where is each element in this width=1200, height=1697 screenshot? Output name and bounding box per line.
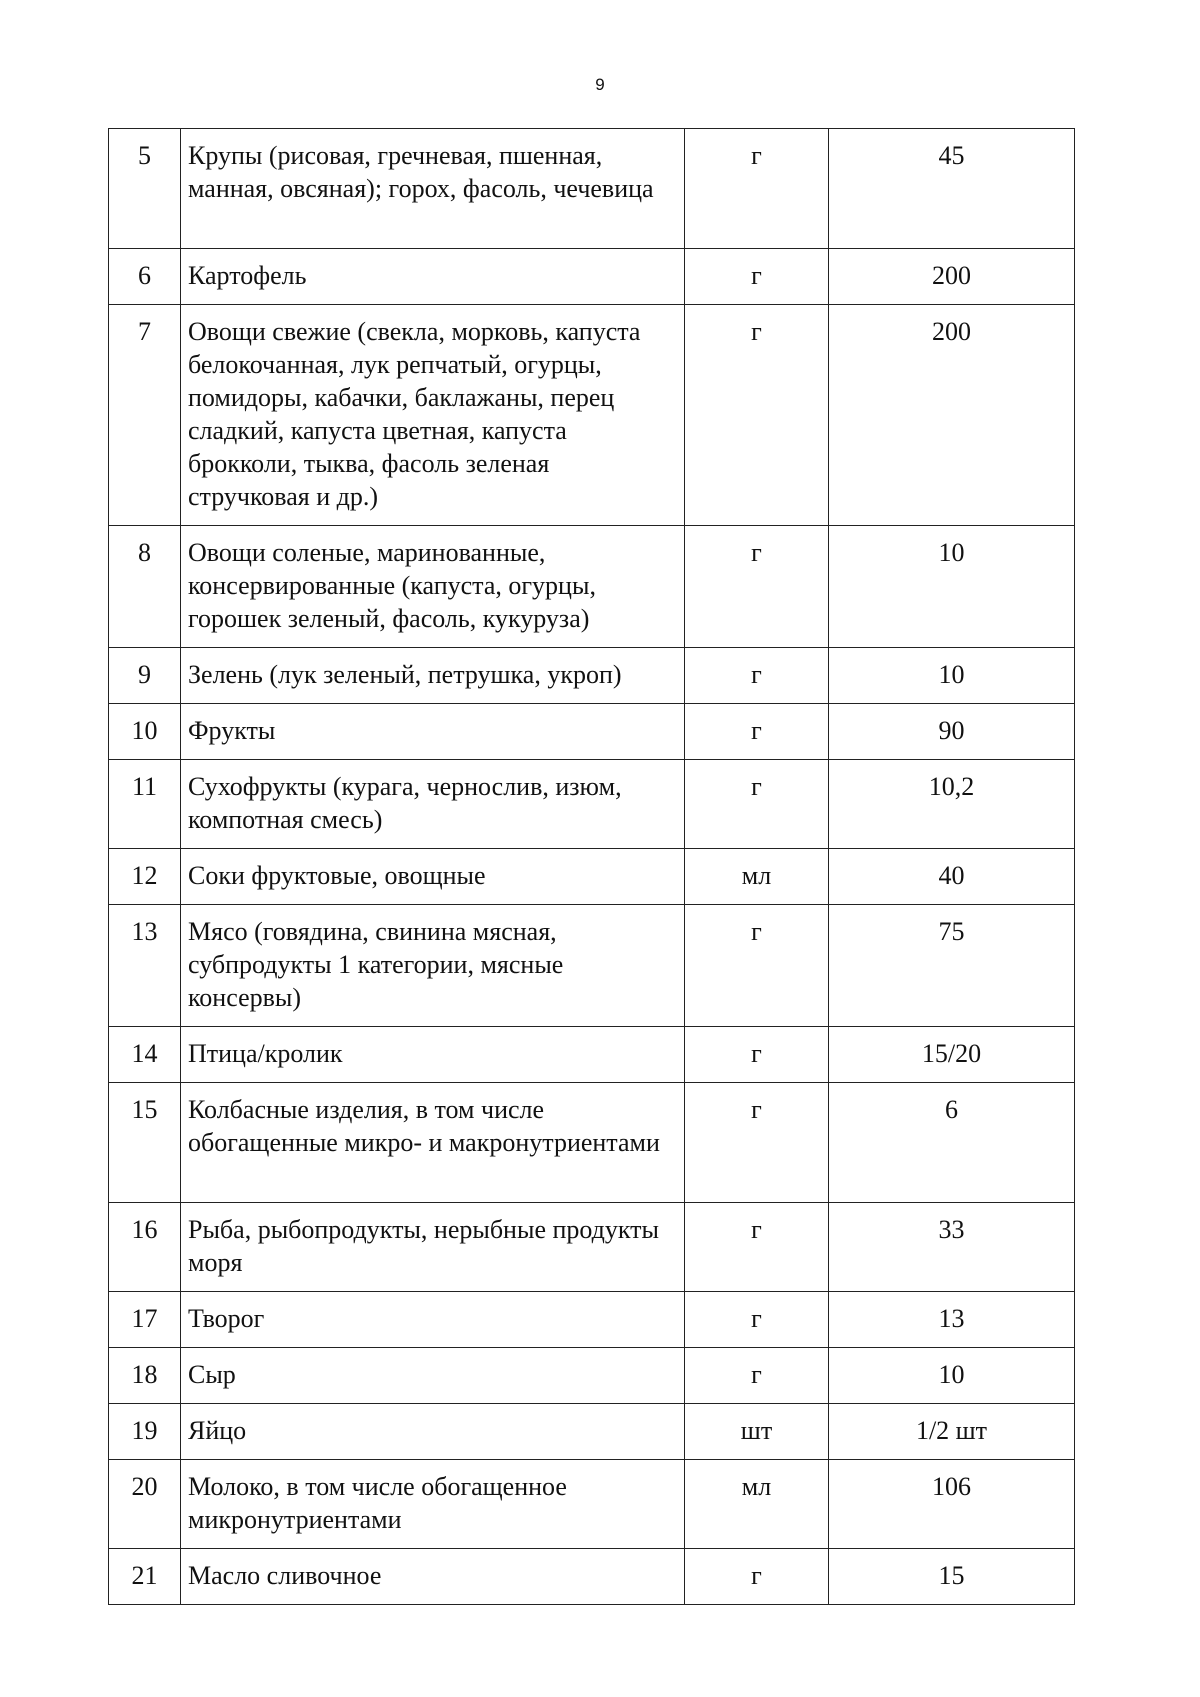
- product-name: Крупы (рисовая, гречневая, пшенная, манная, овсяная); горох, фасоль, чечевица: [181, 129, 685, 249]
- unit-of-measure: г: [685, 526, 829, 648]
- product-name: Зелень (лук зеленый, петрушка, укроп): [181, 648, 685, 704]
- quantity-value: 106: [829, 1460, 1075, 1549]
- unit-of-measure: г: [685, 1549, 829, 1605]
- row-number: 16: [109, 1203, 181, 1292]
- quantity-value: 10: [829, 648, 1075, 704]
- table-row: [109, 760, 1075, 849]
- quantity-value: 40: [829, 849, 1075, 905]
- unit-of-measure: г: [685, 1203, 829, 1292]
- unit-of-measure: г: [685, 1292, 829, 1348]
- row-number: 15: [109, 1083, 181, 1203]
- table-row: [109, 526, 1075, 648]
- quantity-value: 6: [829, 1083, 1075, 1203]
- table-row: [109, 1549, 1075, 1605]
- page-number: 9: [595, 75, 605, 94]
- table-row: [109, 648, 1075, 704]
- unit-of-measure: г: [685, 905, 829, 1027]
- product-name: Творог: [181, 1292, 685, 1348]
- table-row: [109, 1027, 1075, 1083]
- unit-of-measure: г: [685, 129, 829, 249]
- quantity-value: 13: [829, 1292, 1075, 1348]
- unit-of-measure: г: [685, 760, 829, 849]
- row-number: 10: [109, 704, 181, 760]
- quantity-value: 10,2: [829, 760, 1075, 849]
- table-row: [109, 1460, 1075, 1549]
- quantity-value: 10: [829, 1348, 1075, 1404]
- row-number: 13: [109, 905, 181, 1027]
- product-name: Яйцо: [181, 1404, 685, 1460]
- unit-of-measure: г: [685, 648, 829, 704]
- table-row: [109, 305, 1075, 526]
- unit-of-measure: г: [685, 1083, 829, 1203]
- table-row: [109, 704, 1075, 760]
- quantity-value: 15: [829, 1549, 1075, 1605]
- table-row: [109, 849, 1075, 905]
- product-name: Картофель: [181, 249, 685, 305]
- row-number: 21: [109, 1549, 181, 1605]
- product-name: Масло сливочное: [181, 1549, 685, 1605]
- quantity-value: 75: [829, 905, 1075, 1027]
- product-name: Рыба, рыбопродукты, нерыбные продукты моря: [181, 1203, 685, 1292]
- row-number: 7: [109, 305, 181, 526]
- row-number: 11: [109, 760, 181, 849]
- product-name: Фрукты: [181, 704, 685, 760]
- quantity-value: 45: [829, 129, 1075, 249]
- row-number: 6: [109, 249, 181, 305]
- quantity-value: 15/20: [829, 1027, 1075, 1083]
- row-number: 17: [109, 1292, 181, 1348]
- row-number: 18: [109, 1348, 181, 1404]
- food-norms-table: [108, 128, 1075, 1605]
- product-name: Колбасные изделия, в том числе обогащенные микро- и макронутриентами: [181, 1083, 685, 1203]
- unit-of-measure: шт: [685, 1404, 829, 1460]
- table-row: [109, 1404, 1075, 1460]
- quantity-value: 33: [829, 1203, 1075, 1292]
- row-number: 14: [109, 1027, 181, 1083]
- row-number: 8: [109, 526, 181, 648]
- unit-of-measure: г: [685, 704, 829, 760]
- product-name: Сухофрукты (курага, чернослив, изюм, компотная смесь): [181, 760, 685, 849]
- product-name: Птица/кролик: [181, 1027, 685, 1083]
- table-row: [109, 1348, 1075, 1404]
- unit-of-measure: г: [685, 305, 829, 526]
- quantity-value: 90: [829, 704, 1075, 760]
- product-name: Мясо (говядина, свинина мясная, субпродукты 1 категории, мясные консервы): [181, 905, 685, 1027]
- unit-of-measure: мл: [685, 849, 829, 905]
- quantity-value: 10: [829, 526, 1075, 648]
- table-row: [109, 905, 1075, 1027]
- product-name: Овощи свежие (свекла, морковь, капуста белокочанная, лук репчатый, огурцы, помидоры, кабачки, баклажаны, перец сладкий, капуста цветная, капуста брокколи, тыква, фасоль зеленая стручковая и др.): [181, 305, 685, 526]
- unit-of-measure: г: [685, 249, 829, 305]
- table-row: [109, 129, 1075, 249]
- quantity-value: 200: [829, 305, 1075, 526]
- table-row: [109, 1083, 1075, 1203]
- product-name: Сыр: [181, 1348, 685, 1404]
- product-name: Молоко, в том числе обогащенное микронутриентами: [181, 1460, 685, 1549]
- row-number: 19: [109, 1404, 181, 1460]
- unit-of-measure: г: [685, 1027, 829, 1083]
- table-row: [109, 1203, 1075, 1292]
- product-name: Соки фруктовые, овощные: [181, 849, 685, 905]
- row-number: 5: [109, 129, 181, 249]
- row-number: 20: [109, 1460, 181, 1549]
- product-name: Овощи соленые, маринованные, консервированные (капуста, огурцы, горошек зеленый, фасоль, кукуруза): [181, 526, 685, 648]
- table-row: [109, 249, 1075, 305]
- quantity-value: 1/2 шт: [829, 1404, 1075, 1460]
- table-row: [109, 1292, 1075, 1348]
- unit-of-measure: мл: [685, 1460, 829, 1549]
- row-number: 9: [109, 648, 181, 704]
- row-number: 12: [109, 849, 181, 905]
- quantity-value: 200: [829, 249, 1075, 305]
- unit-of-measure: г: [685, 1348, 829, 1404]
